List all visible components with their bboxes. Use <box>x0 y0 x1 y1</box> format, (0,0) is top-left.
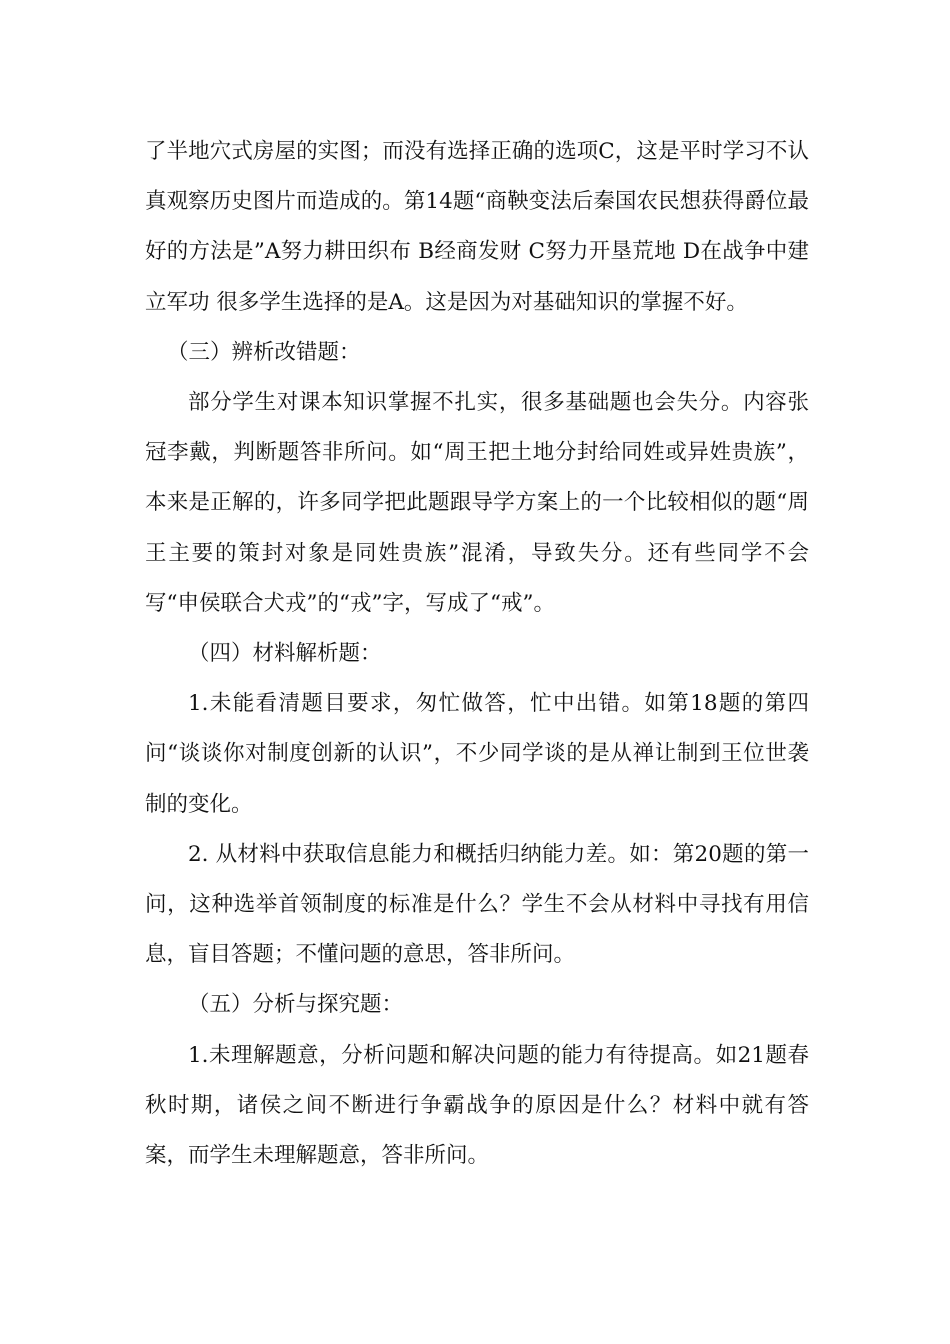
document-body <box>145 127 809 1181</box>
paragraph-section-4-item-2: 2. 从材料中获取信息能力和概括归纳能力差。如：第20题的第一问，这种选举首领制度的标准是什么？学生不会从材料中寻找有用信息，盲目答题；不懂问题的意思，答非所问。 <box>145 841 809 968</box>
section-heading-4: （四）材料解析题： <box>188 641 382 667</box>
paragraph-section-4-item-1: 1.未能看清题目要求，匆忙做答，忙中出错。如第18题的第四问“谈谈你对制度创新的认识”，不少同学谈的是从禅让制到王位世袭制的变化。 <box>145 691 809 817</box>
section-heading-5: （五）分析与探究题： <box>188 992 404 1018</box>
paragraph-section-5-item-1: 1.未理解题意，分析问题和解决问题的能力有待提高。如21题春秋时期，诸侯之间不断进行争霸战争的原因是什么？材料中就有答案，而学生未理解题意，答非所问。 <box>145 1042 809 1169</box>
section-heading-3: （三）辨析改错题： <box>167 339 361 365</box>
paragraph-continued: 了半地穴式房屋的实图；而没有选择正确的选项C，这是平时学习不认真观察历史图片而造成的。第14题“商鞅变法后秦国农民想获得爵位最好的方法是”A努力耕田织布 B经商发财 C努力开垦荒地 D在战争中建立军功 很多学生选择的是A。这是因为对基础知识的掌握不好。 <box>145 139 809 315</box>
paragraph-section-3: 部分学生对课本知识掌握不扎实，很多基础题也会失分。内容张冠李戴，判断题答非所问。如“周王把土地分封给同姓或异姓贵族”，本来是正解的，许多同学把此题跟导学方案上的一个比较相似的题“周王主要的策封对象是同姓贵族”混淆，导致失分。还有些同学不会写“申侯联合犬戎”的“戎”字，写成了“戒”。 <box>145 390 809 616</box>
